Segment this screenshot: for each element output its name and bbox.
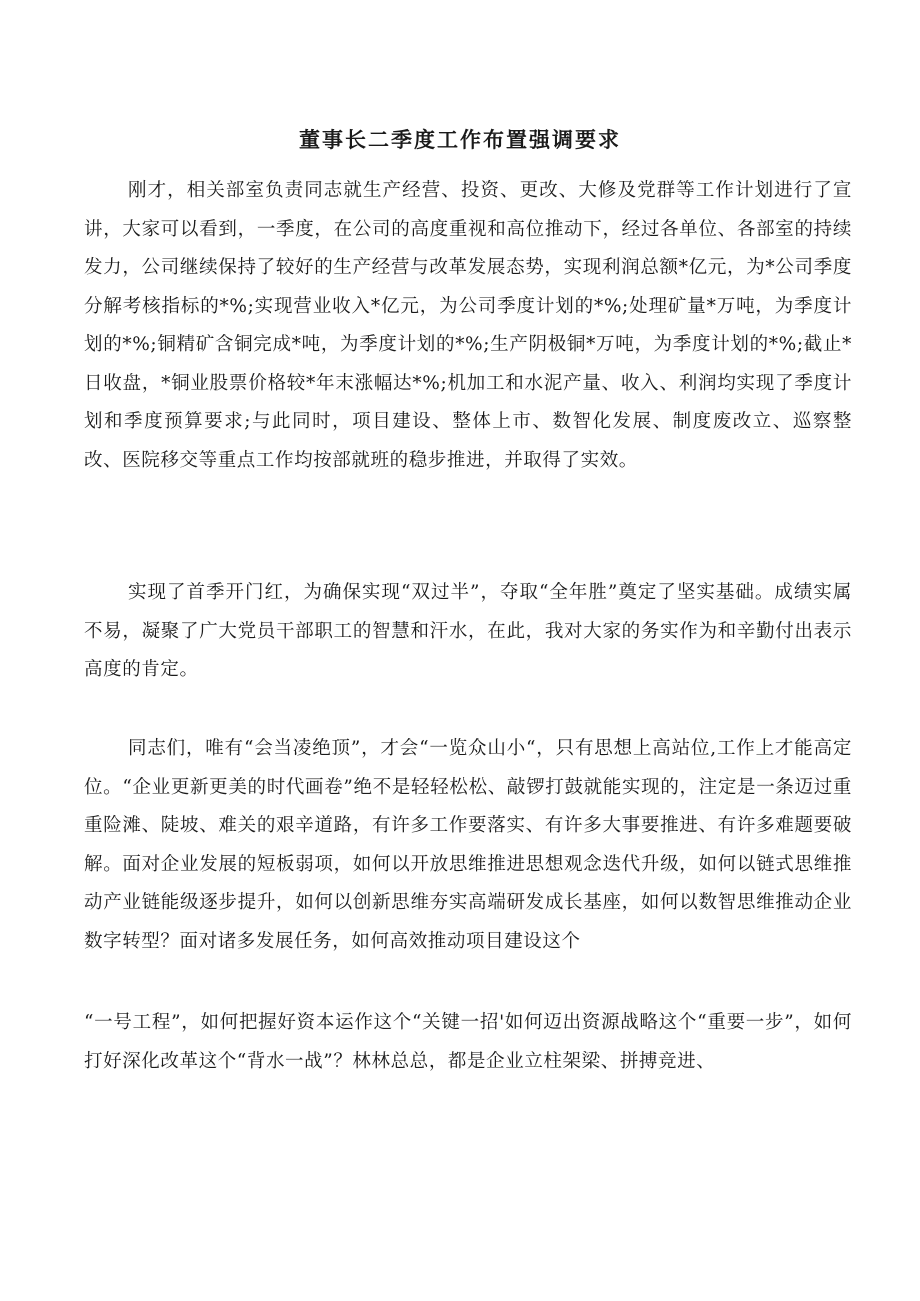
paragraph-continued-text: “一号工程”，如何把握好资本运作这个“关键一招'如何迈出资源战略这个“重要一步”，如何打好深化改革这个“背水一战”？林林总总，都是企业立柱架梁、拼搏竞进、 bbox=[84, 1012, 852, 1072]
document-title: 董事长二季度工作布置强调要求 bbox=[299, 127, 621, 152]
paragraph-development-questions: 同志们，唯有“会当凌绝顶”，才会“一览众山小“，只有思想上高站位,工作上才能高定位。“企业更新更美的时代画卷”绝不是轻轻松松、敲锣打鼓就能实现的，注定是一条迈过重重险滩、陡坡、难关的艰辛道路，有许多工作要落实、有许多大事要推进、有许多难题要破解。面对企业发展的短板弱项，如何以开放思维推进思想观念迭代升级，如何以链式思维推动产业链能级逐步提升，如何以创新思维夯实高端研发成长基座，如何以数智思维推动企业数字转型？面对诸多发展任务，如何高效推动项目建设这个 bbox=[84, 738, 852, 952]
paragraph-first-quarter-achievement: 实现了首季开门红，为确保实现“双过半”，夺取“全年胜”奠定了坚实基础。成绩实属不易，凝聚了广大党员干部职工的智慧和汗水，在此，我对大家的务实作为和辛勤付出表示高度的肯定。 bbox=[84, 582, 852, 680]
paragraph-operating-results: 刚才，相关部室负责同志就生产经营、投资、更改、大修及党群等工作计划进行了宣讲，大家可以看到，一季度，在公司的高度重视和高位推动下，经过各单位、各部室的持续发力，公司继续保持了较好的生产经营与改革发展态势，实现利润总额*亿元，为*公司季度分解考核指标的*%;实现营业收入*亿元，为公司季度计划的*%;处理矿量*万吨，为季度计划的*%;铜精矿含铜完成*吨，为季度计划的*%;生产阴极铜*万吨，为季度计划的*%;截止*日收盘，*铜业股票价格较*年末涨幅达*%;机加工和水泥产量、收入、利润均实现了季度计划和季度预算要求;与此同时，项目建设、整体上市、数智化发展、制度废改立、巡察整改、医院移交等重点工作均按部就班的稳步推进，并取得了实效。 bbox=[84, 180, 852, 471]
